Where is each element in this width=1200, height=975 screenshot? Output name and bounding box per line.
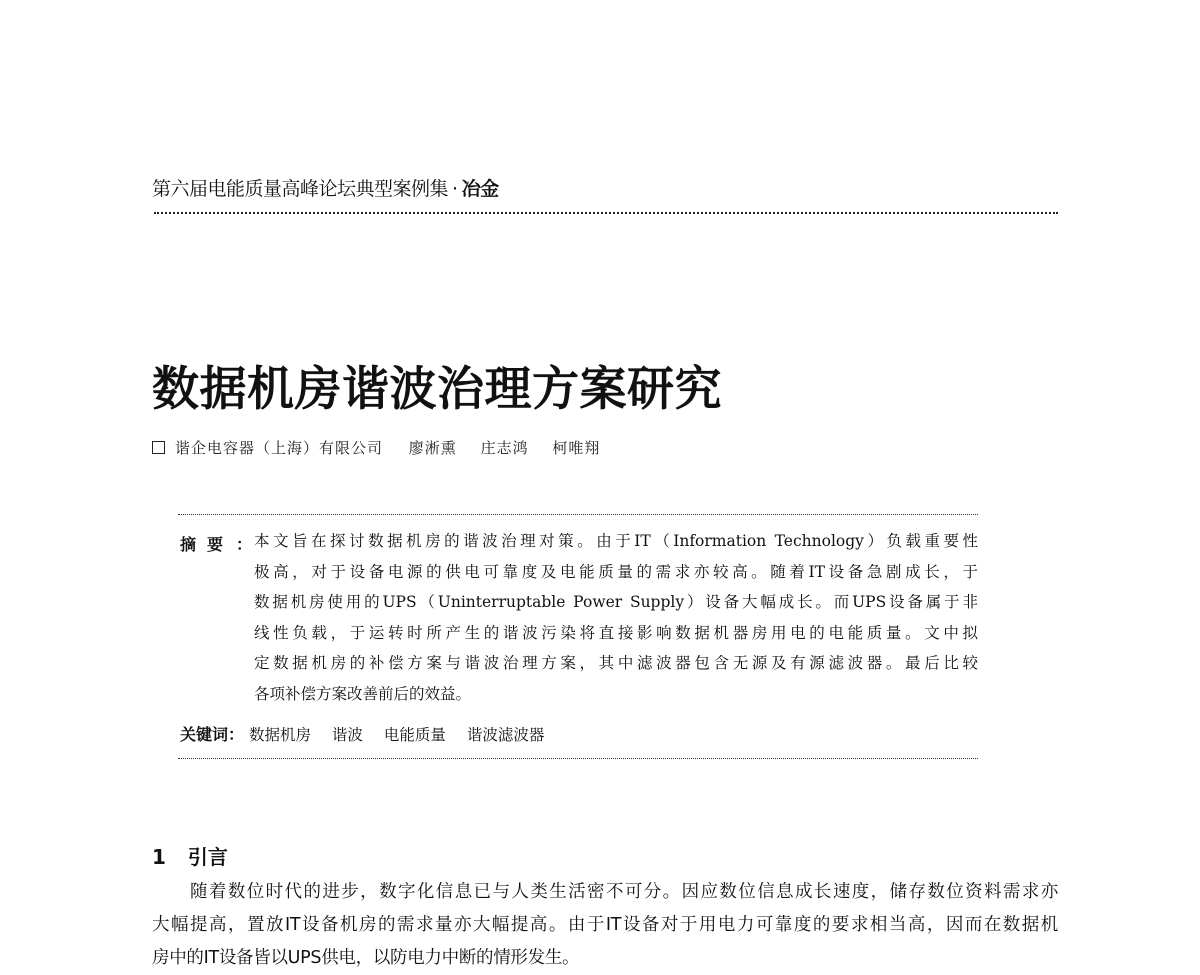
body-line: 房中的IT设备皆以UPS供电，以防电力中断的情形发生。 (152, 948, 580, 968)
section-body (152, 876, 1058, 975)
abstract-label: 摘要 (180, 535, 235, 554)
section-title: 引言 (187, 845, 228, 869)
abstract-line: 本文旨在探讨数据机房的谐波治理对策。由于IT（Information Technology）负载重要性 (254, 532, 978, 550)
running-header (152, 174, 1058, 204)
abstract-rule-top (178, 514, 978, 515)
byline-author: 柯唯翔 (552, 439, 601, 457)
abstract-rule-bottom (178, 758, 978, 759)
keyword: 谐波滤波器 (466, 726, 545, 744)
section-number: 1 (152, 845, 166, 869)
abstract-label-colon: ： (236, 535, 253, 554)
running-header-separator: · (452, 178, 458, 200)
abstract-line: 线性负载，于运转时所产生的谐波污染将直接影响数据机器房用电的电能质量。文中拟 (254, 623, 978, 642)
body-line: 大幅提高，置放IT设备机房的需求量亦大幅提高。由于IT设备对于用电力可靠度的要求相当高，因而在数据机 (152, 915, 1058, 935)
keyword: 电能质量 (383, 726, 446, 744)
paper-title: 数据机房谐波治理方案研究 (152, 362, 722, 417)
byline-organization: 谐企电容器（上海）有限公司 (175, 439, 384, 457)
abstract-line: 各项补偿方案改善前后的效益。 (254, 684, 472, 703)
byline-box-mark (152, 441, 165, 454)
keywords (180, 722, 978, 745)
byline (152, 437, 1058, 458)
byline-author: 庄志鸿 (480, 439, 529, 457)
body-line: 随着数位时代的进步，数字化信息已与人类生活密不可分。因应数位信息成长速度，储存数位资料需求亦 (190, 882, 1058, 902)
section-heading (152, 841, 228, 870)
abstract-line: 极高，对于设备电源的供电可靠度及电能质量的需求亦较高。随着IT设备急剧成长，于 (254, 562, 978, 581)
keywords-label: 关键词： (180, 725, 245, 744)
running-header-section: 冶金 (461, 178, 499, 200)
byline-author: 廖淅熏 (408, 439, 457, 457)
abstract-line: 定数据机房的补偿方案与谐波治理方案，其中滤波器包含无源及有源滤波器。最后比较 (254, 654, 978, 672)
keyword: 数据机房 (248, 726, 311, 744)
abstract-body (254, 526, 978, 709)
header-rule (154, 212, 1058, 214)
abstract-line: 数据机房使用的UPS（Uninterruptable Power Supply）设备大幅成长。而UPS设备属于非 (254, 593, 978, 611)
running-header-series: 第六届电能质量高峰论坛典型案例集 (152, 178, 449, 200)
keyword: 谐波 (331, 726, 363, 744)
